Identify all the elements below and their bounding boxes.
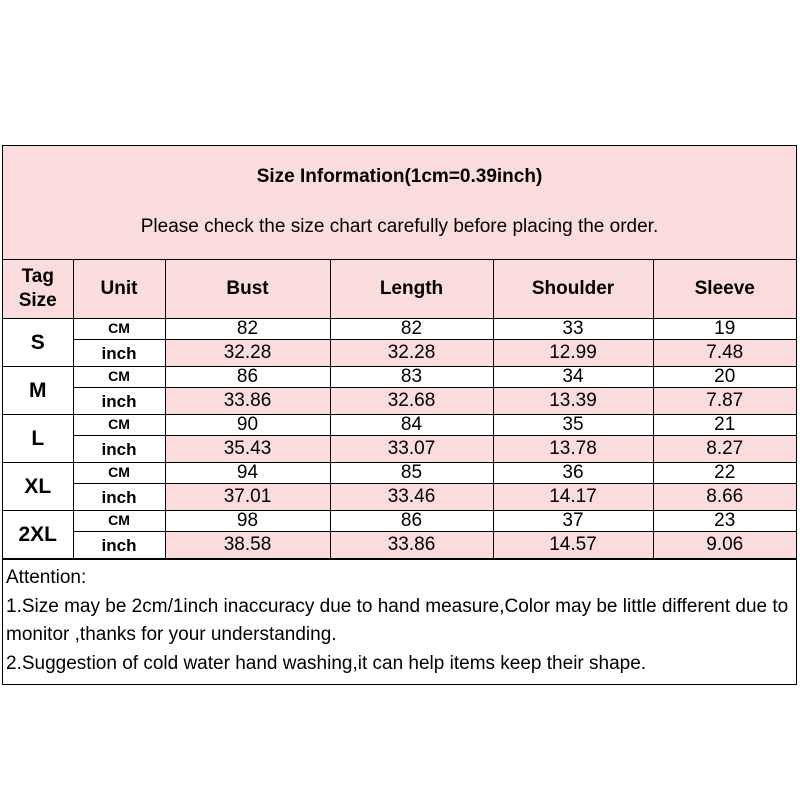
inch-value: 8.27 <box>653 436 796 463</box>
col-header-tag: Tag <box>21 266 54 287</box>
chart-header <box>3 146 796 260</box>
unit-inch-label: inch <box>73 532 165 559</box>
inch-value: 13.39 <box>493 388 653 415</box>
inch-value: 13.78 <box>493 436 653 463</box>
unit-inch-label: inch <box>73 388 165 415</box>
unit-inch-label: inch <box>73 436 165 463</box>
table-row <box>3 463 796 484</box>
size-table <box>3 260 796 559</box>
notes-line-2: 2.Suggestion of cold water hand washing,it can help items keep their shape. <box>6 652 647 674</box>
cm-value: 35 <box>493 415 653 436</box>
inch-value: 33.07 <box>330 436 493 463</box>
table-row <box>3 319 796 340</box>
inch-value: 32.28 <box>165 340 330 367</box>
col-header-tag-size <box>3 260 73 319</box>
chart-subtitle: Please check the size chart carefully before placing the order. <box>140 216 659 237</box>
unit-inch-label: inch <box>73 484 165 511</box>
size-label: 2XL <box>3 511 73 559</box>
cm-value: 21 <box>653 415 796 436</box>
cm-value: 37 <box>493 511 653 532</box>
notes-line-1: 1.Size may be 2cm/1inch inaccuracy due to hand measure,Color may be little different due to monitor ,thanks for your understanding. <box>6 595 789 645</box>
cm-value: 84 <box>330 415 493 436</box>
col-header-unit: Unit <box>73 260 165 319</box>
table-row <box>3 436 796 463</box>
size-label: L <box>3 415 73 463</box>
size-label: S <box>3 319 73 367</box>
inch-value: 9.06 <box>653 532 796 559</box>
cm-value: 86 <box>165 367 330 388</box>
inch-value: 33.86 <box>330 532 493 559</box>
inch-value: 33.86 <box>165 388 330 415</box>
cm-value: 19 <box>653 319 796 340</box>
cm-value: 82 <box>330 319 493 340</box>
table-row <box>3 388 796 415</box>
table-row <box>3 532 796 559</box>
inch-value: 32.68 <box>330 388 493 415</box>
cm-value: 34 <box>493 367 653 388</box>
unit-cm-label: CM <box>73 319 165 340</box>
col-header-bust: Bust <box>165 260 330 319</box>
inch-value: 7.87 <box>653 388 796 415</box>
col-header-length: Length <box>330 260 493 319</box>
cm-value: 36 <box>493 463 653 484</box>
col-header-sleeve: Sleeve <box>653 260 796 319</box>
unit-cm-label: CM <box>73 415 165 436</box>
cm-value: 20 <box>653 367 796 388</box>
table-row <box>3 484 796 511</box>
table-row <box>3 415 796 436</box>
unit-cm-label: CM <box>73 511 165 532</box>
table-row <box>3 511 796 532</box>
inch-value: 14.57 <box>493 532 653 559</box>
inch-value: 32.28 <box>330 340 493 367</box>
cm-value: 82 <box>165 319 330 340</box>
table-row <box>3 340 796 367</box>
cm-value: 23 <box>653 511 796 532</box>
col-header-shoulder: Shoulder <box>493 260 653 319</box>
table-header-row <box>3 260 796 319</box>
cm-value: 85 <box>330 463 493 484</box>
unit-cm-label: CM <box>73 463 165 484</box>
inch-value: 8.66 <box>653 484 796 511</box>
cm-value: 98 <box>165 511 330 532</box>
unit-cm-label: CM <box>73 367 165 388</box>
attention-notes <box>3 559 796 684</box>
chart-title: Size Information(1cm=0.39inch) <box>256 166 543 187</box>
size-label: M <box>3 367 73 415</box>
inch-value: 35.43 <box>165 436 330 463</box>
inch-value: 12.99 <box>493 340 653 367</box>
unit-inch-label: inch <box>73 340 165 367</box>
inch-value: 33.46 <box>330 484 493 511</box>
cm-value: 90 <box>165 415 330 436</box>
inch-value: 37.01 <box>165 484 330 511</box>
inch-value: 14.17 <box>493 484 653 511</box>
cm-value: 94 <box>165 463 330 484</box>
col-header-size: Size <box>18 290 57 311</box>
inch-value: 7.48 <box>653 340 796 367</box>
cm-value: 83 <box>330 367 493 388</box>
cm-value: 33 <box>493 319 653 340</box>
size-rows <box>3 319 796 559</box>
cm-value: 86 <box>330 511 493 532</box>
table-row <box>3 367 796 388</box>
notes-heading: Attention: <box>6 567 87 588</box>
size-chart <box>2 145 797 685</box>
inch-value: 38.58 <box>165 532 330 559</box>
size-label: XL <box>3 463 73 511</box>
cm-value: 22 <box>653 463 796 484</box>
